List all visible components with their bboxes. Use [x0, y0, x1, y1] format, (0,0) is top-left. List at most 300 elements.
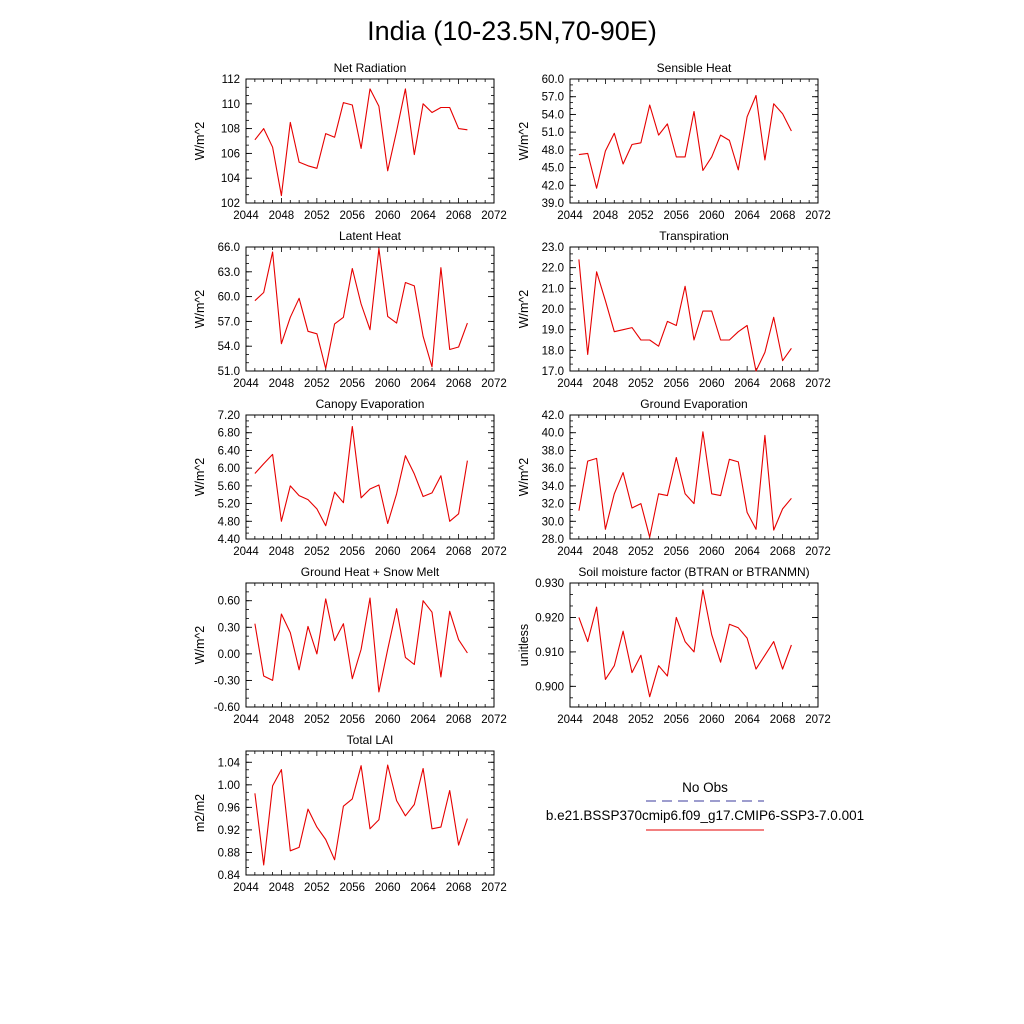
data-point: [781, 508, 783, 510]
y-tick-label: 0.30: [217, 622, 240, 635]
data-point: [404, 815, 406, 817]
y-tick-label: -0.60: [213, 702, 240, 714]
data-point: [333, 639, 335, 641]
data-point: [404, 281, 406, 283]
data-point: [737, 461, 739, 463]
data-point: [254, 623, 256, 625]
panel-title: Sensible Heat: [656, 61, 732, 75]
data-point: [693, 651, 695, 653]
y-tick-label: 54.0: [541, 109, 564, 122]
data-point: [737, 627, 739, 629]
data-point: [675, 156, 677, 158]
data-point: [289, 631, 291, 633]
y-tick-label: 6.40: [217, 445, 240, 458]
data-point: [316, 167, 318, 169]
y-tick-label: 110: [221, 98, 240, 111]
panel-title: Transpiration: [659, 229, 729, 243]
y-tick-label: 0.930: [535, 578, 564, 590]
panel-1: [193, 61, 507, 222]
data-point: [693, 110, 695, 112]
x-tick-label: 2052: [304, 714, 330, 726]
y-axis-label: W/m^2: [193, 289, 207, 329]
x-tick-label: 2068: [445, 882, 472, 894]
data-point: [587, 460, 589, 462]
panel-4: [517, 229, 831, 390]
y-tick-label: -0.30: [213, 675, 240, 688]
x-tick-label: 2072: [481, 714, 507, 726]
data-point: [395, 130, 397, 132]
data-point: [595, 187, 597, 189]
series-line: [579, 432, 792, 537]
x-tick-label: 2048: [268, 378, 295, 390]
y-tick-label: 18.0: [541, 345, 564, 358]
y-tick-label: 0.96: [217, 802, 240, 815]
data-point: [719, 134, 721, 136]
panel-title: Soil moisture factor (BTRAN or BTRANMN): [578, 565, 810, 579]
x-tick-label: 2064: [410, 210, 436, 222]
x-tick-label: 2044: [233, 546, 259, 558]
y-axis-label: W/m^2: [517, 289, 531, 329]
data-point: [404, 455, 406, 457]
x-tick-label: 2056: [339, 378, 366, 390]
data-point: [316, 333, 318, 335]
data-point: [413, 473, 415, 475]
series-line: [255, 249, 468, 369]
data-point: [693, 502, 695, 504]
data-point: [764, 654, 766, 656]
data-point: [666, 320, 668, 322]
x-tick-label: 2060: [698, 378, 725, 390]
y-tick-label: 102: [220, 198, 240, 210]
y-tick-label: 36.0: [541, 463, 564, 476]
y-tick-label: 40.0: [541, 427, 564, 440]
data-point: [764, 434, 766, 436]
y-tick-label: 0.84: [217, 870, 240, 882]
x-tick-label: 2072: [805, 378, 831, 390]
data-point: [307, 625, 309, 627]
data-point: [307, 165, 309, 167]
data-point: [631, 671, 633, 673]
data-point: [254, 300, 256, 302]
data-point: [449, 106, 451, 108]
data-point: [431, 611, 433, 613]
y-tick-label: 30.0: [541, 516, 564, 529]
panels-group: [193, 61, 831, 894]
data-point: [711, 310, 713, 312]
data-point: [289, 121, 291, 123]
x-tick-label: 2064: [410, 546, 436, 558]
data-point: [298, 494, 300, 496]
data-point: [440, 266, 442, 268]
figure-title: India (10-23.5N,70-90E): [367, 16, 657, 46]
x-tick-label: 2044: [233, 714, 259, 726]
data-point: [378, 819, 380, 821]
y-tick-label: 5.60: [217, 480, 240, 493]
x-tick-label: 2048: [268, 714, 295, 726]
plot-frame: [570, 79, 818, 203]
data-point: [271, 453, 273, 455]
data-point: [387, 315, 389, 317]
data-point: [404, 88, 406, 90]
data-point: [325, 367, 327, 369]
data-point: [755, 668, 757, 670]
data-point: [675, 324, 677, 326]
panel-title: Ground Evaporation: [640, 397, 748, 411]
x-tick-label: 2044: [557, 714, 583, 726]
data-point: [649, 536, 651, 538]
x-tick-label: 2068: [769, 210, 796, 222]
data-point: [728, 339, 730, 341]
data-point: [263, 864, 265, 866]
data-point: [298, 846, 300, 848]
x-tick-label: 2068: [445, 210, 472, 222]
data-point: [387, 522, 389, 524]
y-axis-label: W/m^2: [193, 625, 207, 665]
data-point: [413, 803, 415, 805]
data-point: [578, 153, 580, 155]
x-tick-label: 2056: [663, 546, 690, 558]
data-point: [395, 799, 397, 801]
legend: [546, 780, 864, 830]
data-point: [622, 328, 624, 330]
y-tick-label: 17.0: [541, 366, 564, 378]
data-point: [333, 491, 335, 493]
plot-frame: [246, 415, 494, 539]
data-point: [351, 267, 353, 269]
data-point: [254, 792, 256, 794]
y-tick-label: 57.0: [217, 316, 240, 329]
x-tick-label: 2060: [698, 546, 725, 558]
y-tick-label: 0.920: [535, 612, 564, 625]
data-point: [587, 152, 589, 154]
data-point: [263, 675, 265, 677]
data-point: [711, 633, 713, 635]
y-tick-label: 19.0: [541, 324, 564, 337]
panel-title: Ground Heat + Snow Melt: [300, 565, 440, 579]
x-tick-label: 2056: [663, 378, 690, 390]
x-tick-label: 2052: [628, 546, 654, 558]
data-point: [613, 132, 615, 134]
data-point: [369, 597, 371, 599]
series-line: [255, 89, 468, 196]
x-tick-label: 2052: [304, 546, 330, 558]
data-point: [369, 488, 371, 490]
y-axis-label: W/m^2: [193, 457, 207, 497]
x-tick-label: 2056: [339, 546, 366, 558]
data-point: [684, 640, 686, 642]
data-point: [387, 170, 389, 172]
data-point: [684, 156, 686, 158]
data-point: [422, 103, 424, 105]
data-point: [666, 494, 668, 496]
data-point: [613, 331, 615, 333]
data-point: [413, 153, 415, 155]
panel-6: [517, 397, 831, 558]
x-tick-label: 2052: [304, 378, 330, 390]
data-point: [307, 498, 309, 500]
x-tick-label: 2044: [233, 882, 259, 894]
data-point: [325, 525, 327, 527]
plot-frame: [570, 583, 818, 707]
x-tick-label: 2060: [374, 210, 401, 222]
data-point: [387, 648, 389, 650]
data-point: [755, 370, 757, 372]
data-point: [457, 346, 459, 348]
data-point: [342, 623, 344, 625]
y-tick-label: 22.0: [541, 262, 564, 275]
data-point: [790, 347, 792, 349]
y-tick-label: 104: [220, 173, 240, 186]
data-point: [587, 640, 589, 642]
data-point: [325, 598, 327, 600]
data-point: [595, 457, 597, 459]
x-tick-label: 2060: [374, 378, 401, 390]
data-point: [289, 316, 291, 318]
data-point: [764, 351, 766, 353]
y-tick-label: 0.00: [217, 648, 240, 661]
x-tick-label: 2048: [592, 378, 619, 390]
data-point: [422, 600, 424, 602]
data-point: [422, 495, 424, 497]
data-point: [325, 132, 327, 134]
data-point: [755, 528, 757, 530]
x-tick-label: 2060: [374, 546, 401, 558]
data-point: [378, 484, 380, 486]
data-point: [360, 303, 362, 305]
x-tick-label: 2072: [481, 882, 507, 894]
x-tick-label: 2064: [734, 546, 760, 558]
data-point: [378, 691, 380, 693]
x-tick-label: 2044: [557, 378, 583, 390]
data-point: [666, 675, 668, 677]
y-tick-label: 1.00: [217, 779, 240, 792]
series-line: [579, 259, 792, 371]
data-point: [440, 826, 442, 828]
panel-7: [193, 565, 507, 726]
data-point: [360, 648, 362, 650]
x-tick-label: 2052: [304, 882, 330, 894]
x-tick-label: 2060: [698, 714, 725, 726]
data-point: [316, 508, 318, 510]
y-tick-label: 45.0: [541, 162, 564, 175]
x-tick-label: 2048: [268, 882, 295, 894]
data-point: [307, 330, 309, 332]
y-tick-label: 23.0: [541, 242, 564, 254]
data-point: [640, 339, 642, 341]
data-point: [298, 297, 300, 299]
data-point: [622, 471, 624, 473]
x-tick-label: 2044: [233, 210, 259, 222]
data-point: [719, 661, 721, 663]
data-point: [413, 663, 415, 665]
data-point: [684, 493, 686, 495]
data-point: [684, 285, 686, 287]
data-point: [466, 652, 468, 654]
x-tick-label: 2056: [663, 210, 690, 222]
y-tick-label: 32.0: [541, 498, 564, 511]
y-tick-label: 39.0: [541, 198, 564, 210]
y-tick-label: 6.00: [217, 463, 240, 476]
y-tick-label: 112: [221, 74, 240, 86]
data-point: [351, 425, 353, 427]
y-tick-label: 63.0: [217, 266, 240, 279]
data-point: [289, 850, 291, 852]
x-tick-label: 2048: [268, 546, 295, 558]
data-point: [395, 322, 397, 324]
y-tick-label: 57.0: [541, 91, 564, 104]
data-point: [702, 431, 704, 433]
y-axis-label: W/m^2: [193, 121, 207, 161]
x-tick-label: 2068: [769, 378, 796, 390]
y-tick-label: 4.80: [217, 516, 240, 529]
data-point: [280, 520, 282, 522]
x-tick-label: 2056: [339, 882, 366, 894]
data-point: [640, 502, 642, 504]
data-point: [764, 159, 766, 161]
y-tick-label: 20.0: [541, 304, 564, 316]
data-point: [790, 644, 792, 646]
data-point: [675, 616, 677, 618]
data-point: [440, 106, 442, 108]
data-point: [773, 529, 775, 531]
data-point: [702, 310, 704, 312]
data-point: [449, 520, 451, 522]
y-tick-label: 108: [220, 123, 240, 136]
series-line: [579, 590, 792, 697]
x-tick-label: 2052: [628, 378, 654, 390]
data-point: [790, 130, 792, 132]
y-axis-label: W/m^2: [517, 121, 531, 161]
data-point: [431, 828, 433, 830]
x-tick-label: 2068: [769, 714, 796, 726]
x-tick-label: 2068: [445, 546, 472, 558]
data-point: [342, 501, 344, 503]
y-tick-label: 60.0: [541, 74, 564, 86]
data-point: [622, 163, 624, 165]
panel-3: [193, 229, 507, 390]
data-point: [263, 127, 265, 129]
data-point: [657, 664, 659, 666]
legend-label-no-obs: No Obs: [682, 780, 728, 795]
x-tick-label: 2072: [805, 714, 831, 726]
data-point: [604, 528, 606, 530]
data-point: [342, 805, 344, 807]
y-tick-label: 106: [220, 148, 240, 161]
x-tick-label: 2068: [445, 378, 472, 390]
x-tick-label: 2060: [374, 714, 401, 726]
data-point: [360, 497, 362, 499]
y-tick-label: 51.0: [217, 366, 240, 378]
data-point: [395, 493, 397, 495]
data-point: [440, 676, 442, 678]
data-point: [702, 169, 704, 171]
y-tick-label: 4.40: [217, 534, 240, 546]
data-point: [280, 343, 282, 345]
data-point: [369, 828, 371, 830]
data-point: [351, 798, 353, 800]
data-point: [449, 789, 451, 791]
data-point: [781, 668, 783, 670]
plot-frame: [246, 751, 494, 875]
y-tick-label: 54.0: [217, 341, 240, 354]
data-point: [728, 458, 730, 460]
panel-title: Latent Heat: [338, 229, 402, 243]
data-point: [604, 678, 606, 680]
data-point: [325, 838, 327, 840]
data-point: [254, 139, 256, 141]
data-point: [773, 640, 775, 642]
data-point: [404, 656, 406, 658]
x-tick-label: 2052: [304, 210, 330, 222]
data-point: [613, 664, 615, 666]
x-tick-label: 2048: [592, 714, 619, 726]
data-point: [271, 679, 273, 681]
data-point: [711, 493, 713, 495]
x-tick-label: 2072: [805, 210, 831, 222]
x-tick-label: 2048: [592, 546, 619, 558]
series-line: [579, 96, 792, 189]
x-tick-label: 2072: [805, 546, 831, 558]
data-point: [289, 485, 291, 487]
data-point: [595, 271, 597, 273]
data-point: [640, 142, 642, 144]
panel-9: [193, 733, 507, 894]
y-tick-label: 0.92: [217, 824, 240, 837]
data-point: [378, 105, 380, 107]
data-point: [728, 623, 730, 625]
data-point: [737, 331, 739, 333]
data-point: [781, 359, 783, 361]
y-tick-label: 5.20: [217, 498, 240, 511]
data-point: [746, 116, 748, 118]
data-point: [351, 677, 353, 679]
data-point: [578, 509, 580, 511]
data-point: [457, 638, 459, 640]
y-tick-label: 21.0: [541, 283, 564, 296]
data-point: [271, 785, 273, 787]
data-point: [693, 339, 695, 341]
data-point: [457, 844, 459, 846]
x-tick-label: 2052: [628, 714, 654, 726]
data-point: [298, 669, 300, 671]
data-point: [728, 139, 730, 141]
y-tick-label: 0.60: [217, 595, 240, 608]
data-point: [280, 613, 282, 615]
data-point: [369, 328, 371, 330]
plot-frame: [246, 247, 494, 371]
data-point: [604, 150, 606, 152]
y-axis-label: m2/m2: [193, 793, 207, 833]
y-tick-label: 34.0: [541, 480, 564, 493]
data-point: [431, 111, 433, 113]
data-point: [280, 194, 282, 196]
y-tick-label: 38.0: [541, 445, 564, 458]
y-tick-label: 42.0: [541, 410, 564, 422]
panel-title: Canopy Evaporation: [315, 397, 425, 411]
series-line: [255, 765, 468, 865]
panel-title: Net Radiation: [333, 61, 407, 75]
x-tick-label: 2064: [734, 210, 760, 222]
data-point: [631, 326, 633, 328]
data-point: [440, 474, 442, 476]
x-tick-label: 2072: [481, 546, 507, 558]
x-tick-label: 2060: [374, 882, 401, 894]
data-point: [449, 610, 451, 612]
y-tick-label: 48.0: [541, 144, 564, 157]
data-point: [719, 494, 721, 496]
y-tick-label: 60.0: [217, 291, 240, 304]
data-point: [395, 607, 397, 609]
